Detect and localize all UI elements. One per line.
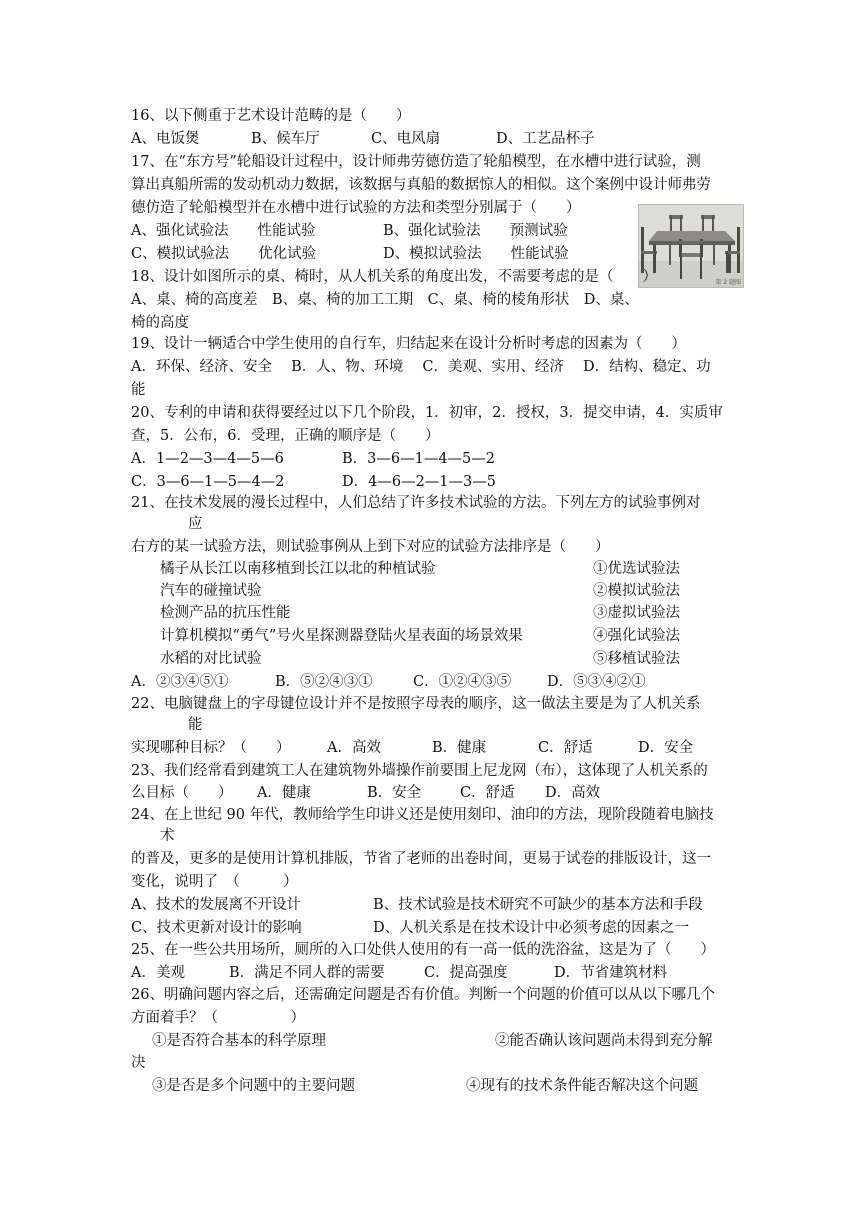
q20-line-1: 20、专利的申请和获得要经过以下几个阶段，1．初审，2．授权，3．提交申请，4．实质审 xyxy=(131,405,723,421)
q21-example-1: 橘子从长江以南移植到长江以北的种植试验 xyxy=(160,561,436,577)
q22-option-a: A．高效 xyxy=(327,740,381,756)
q25-stem: 25、在一些公共用场所，厕所的入口处供人使用的有一高一低的洗浴盆，这是为了（ ） xyxy=(131,942,715,958)
q24-option-a: A、技术的发展离不开设计 xyxy=(131,897,301,913)
q26-line-1: 26、明确问题内容之后，还需确定问题是否有价值。判断一个问题的价值可以从以下哪几个 xyxy=(131,987,715,1003)
q21-method-5: ⑤移植试验法 xyxy=(593,651,680,667)
q26-item-2-wrap: 决 xyxy=(131,1055,146,1071)
q18-options-wrap: 椅的高度 xyxy=(131,315,189,331)
q22-line-1-wrap: 能 xyxy=(188,717,203,733)
q20-option-d: D．4—6—2—1—3—5 xyxy=(342,474,496,490)
q21-method-1: ①优选试验法 xyxy=(593,561,680,577)
q16-option-c: C、电风扇 xyxy=(371,131,441,147)
q19-stem: 19、设计一辆适合中学生使用的自行车，归结起来在设计分析时考虑的因素为（ ） xyxy=(131,336,686,352)
q17-line-1: 17、在“东方号”轮船设计过程中，设计师弗劳德仿造了轮船模型，在水槽中进行试验，测 xyxy=(131,154,701,170)
q20-option-a: A．1—2—3—4—5—6 xyxy=(131,451,284,467)
q21-option-b: B．⑤②④③① xyxy=(275,674,373,690)
figure-caption: 第 2 题图 xyxy=(715,279,741,286)
q23-option-b: B．安全 xyxy=(367,785,422,801)
q21-example-3: 检测产品的抗压性能 xyxy=(160,605,291,621)
q23-option-a: A．健康 xyxy=(257,785,311,801)
q22-option-c: C．舒适 xyxy=(538,740,593,756)
q24-line-1: 24、在上世纪 90 年代，教师给学生印讲义还是使用刻印、油印的方法，现阶段随着电脑技 xyxy=(131,807,714,823)
q19-options-wrap: 能 xyxy=(131,382,146,398)
q23-line-1: 23、我们经常看到建筑工人在建筑物外墙操作前要围上尼龙网（布），这体现了人机关系的 xyxy=(131,763,708,779)
q25-option-a: A．美观 xyxy=(131,965,185,981)
q24-line-1-wrap: 术 xyxy=(160,828,175,844)
q20-line-2: 查，5．公布，6．受理，正确的顺序是（ ） xyxy=(131,428,440,444)
q21-method-3: ③虚拟试验法 xyxy=(593,605,680,621)
q17-option-a: A、强化试验法 性能试验 xyxy=(131,223,316,239)
q18-options: A、桌、椅的高度差 B、桌、椅的加工工期 C、桌、椅的棱角形状 D、桌、 xyxy=(131,292,639,308)
q23-line-2: 么目标（ ） xyxy=(131,785,233,801)
q21-example-4: 计算机模拟“勇气”号火星探测器登陆火星表面的场景效果 xyxy=(160,628,523,644)
q17-line-3: 德仿造了轮船模型并在水槽中进行试验的方法和类型分别属于（ ） xyxy=(131,200,581,216)
q20-option-b: B．3—6—1—4—5—2 xyxy=(342,451,496,467)
q17-line-2: 算出真船所需的发动机动力数据，该数据与真船的数据惊人的相似。这个案例中设计师弗劳 xyxy=(131,177,711,193)
q25-option-d: D．节省建筑材料 xyxy=(554,965,668,981)
q26-line-2: 方面着手？（ ） xyxy=(131,1010,305,1026)
q25-option-c: C．提高强度 xyxy=(424,965,508,981)
q21-example-2: 汽车的碰撞试验 xyxy=(160,583,262,599)
q24-line-3: 变化，说明了 （ ） xyxy=(131,874,298,890)
q18-stem: 18、设计如图所示的桌、椅时，从人机关系的角度出发，不需要考虑的是（ ） xyxy=(131,269,657,285)
q24-option-d: D、人机关系是在技术设计中必须考虑的因素之一 xyxy=(373,920,690,936)
q21-option-a: A．②③④⑤① xyxy=(131,674,229,690)
q26-item-1: ①是否符合基本的科学原理 xyxy=(152,1033,326,1049)
q23-option-c: C．舒适 xyxy=(460,785,515,801)
q21-method-2: ②模拟试验法 xyxy=(593,583,680,599)
q21-line-1-wrap: 应 xyxy=(188,516,203,532)
q16-option-a: A、电饭煲 xyxy=(131,131,200,147)
q22-line-2: 实现哪种目标？（ ） xyxy=(131,740,291,756)
q16-option-b: B、候车厅 xyxy=(251,131,320,147)
q22-option-d: D．安全 xyxy=(638,740,694,756)
q26-item-4: ④现有的技术条件能否解决这个问题 xyxy=(466,1078,698,1094)
q26-item-2: ②能否确认该问题尚未得到充分解 xyxy=(495,1033,713,1049)
q21-option-c: C．①②④③⑤ xyxy=(413,674,512,690)
q21-line-1: 21、在技术发展的漫长过程中，人们总结了许多技术试验的方法。下列左方的试验事例对 xyxy=(131,495,701,511)
q21-method-4: ④强化试验法 xyxy=(593,628,680,644)
q22-option-b: B．健康 xyxy=(432,740,487,756)
q24-line-2: 的普及，更多的是使用计算机排版，节省了老师的出卷时间，更易于试卷的排版设计，这一 xyxy=(131,851,711,867)
q20-option-c: C．3—6—1—5—4—2 xyxy=(131,474,285,490)
q23-option-d: D．高效 xyxy=(545,785,601,801)
q25-option-b: B．满足不同人群的需要 xyxy=(229,965,385,981)
q17-option-c: C、模拟试验法 优化试验 xyxy=(131,246,317,262)
q21-line-2: 右方的某一试验方法，则试验事例从上到下对应的试验方法排序是（ ） xyxy=(131,539,610,555)
q24-option-b: B、技术试验是技术研究不可缺少的基本方法和手段 xyxy=(373,897,703,913)
q17-option-b: B、强化试验法 预测试验 xyxy=(383,223,568,239)
q16-option-d: D、工艺品杯子 xyxy=(496,131,595,147)
q17-option-d: D、模拟试验法 性能试验 xyxy=(383,246,569,262)
q19-options: A．环保、经济、安全 B．人、物、环境 C．美观、实用、经济 D．结构、稳定、功 xyxy=(131,359,711,375)
q26-item-3: ③是否是多个问题中的主要问题 xyxy=(152,1078,355,1094)
q16-stem: 16、以下侧重于艺术设计范畴的是（ ） xyxy=(131,108,411,124)
q21-option-d: D．⑤③④②① xyxy=(547,674,646,690)
q21-example-5: 水稻的对比试验 xyxy=(160,651,262,667)
q24-option-c: C、技术更新对设计的影响 xyxy=(131,920,302,936)
q22-line-1: 22、电脑键盘上的字母键位设计并不是按照字母表的顺序，这一做法主要是为了人机关系 xyxy=(131,696,701,712)
